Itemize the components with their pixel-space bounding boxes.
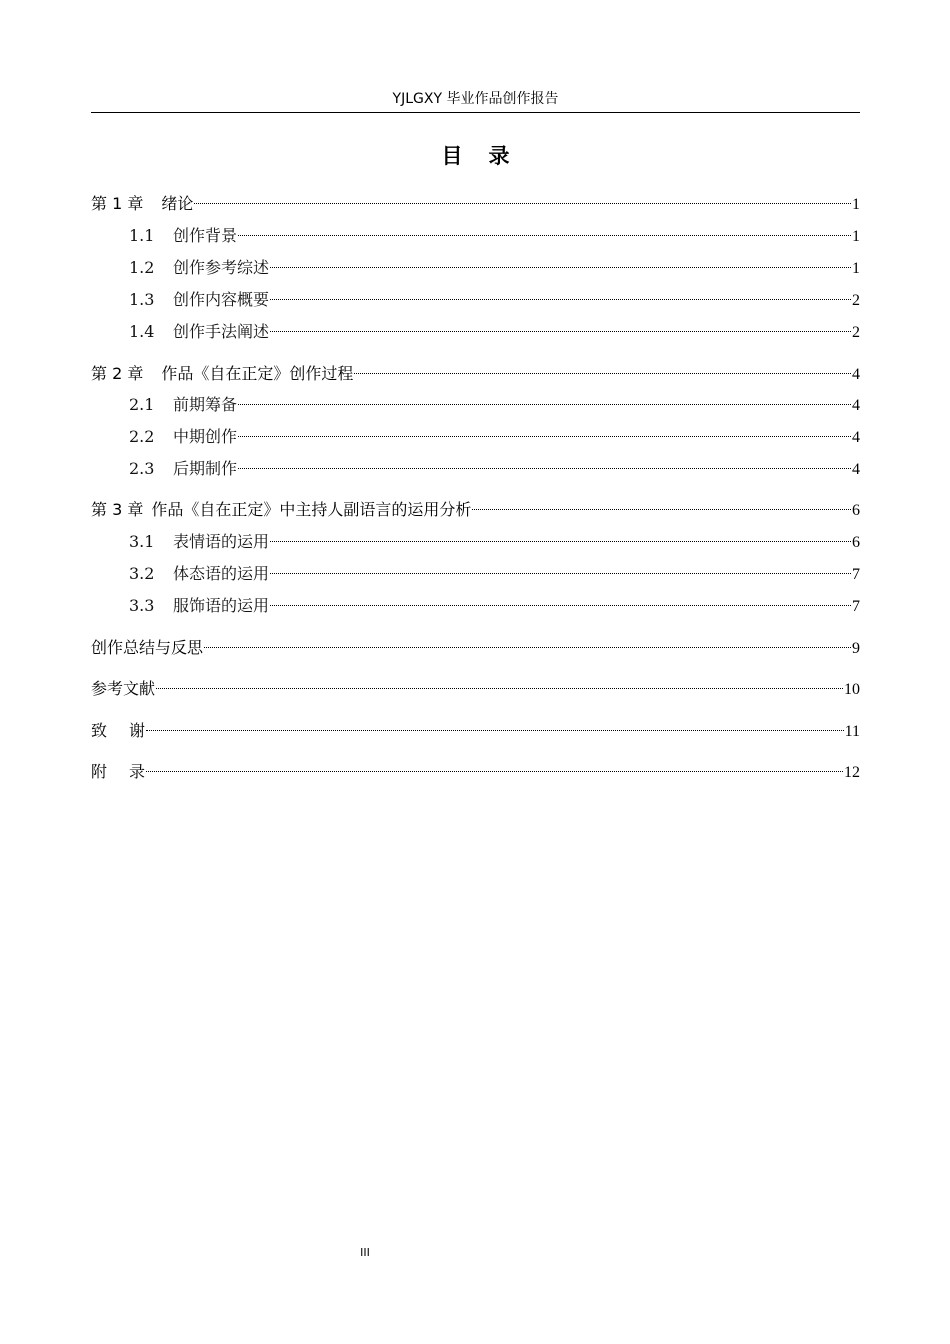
page-header-text: YJLGXY 毕业作品创作报告	[392, 91, 559, 107]
toc-section-1-2[interactable]	[129, 256, 860, 280]
toc-section-3-3[interactable]	[129, 594, 860, 618]
dot-leader	[270, 267, 851, 268]
dot-leader	[270, 573, 851, 574]
dot-leader	[204, 647, 851, 648]
title-char-2: 录	[488, 144, 510, 168]
toc-references[interactable]	[91, 677, 860, 701]
chapter-title: 作品《自在正定》创作过程	[161, 364, 354, 383]
toc-summary[interactable]	[91, 636, 860, 660]
section-number: 2.2	[129, 427, 155, 446]
page-number: 7	[852, 566, 860, 583]
entry-title-char-2: 谢	[129, 721, 146, 740]
section-number: 3.1	[129, 532, 155, 551]
dot-leader	[238, 468, 851, 469]
toc-section-2-2[interactable]	[129, 425, 860, 449]
section-title: 前期筹备	[173, 395, 238, 414]
page-number: 6	[852, 534, 860, 551]
dot-leader	[270, 331, 851, 332]
page-number: 4	[852, 366, 860, 383]
toc-section-2-3[interactable]	[129, 457, 860, 481]
page-number: 1	[852, 260, 860, 277]
section-title: 创作背景	[173, 226, 238, 245]
page-number: 1	[852, 228, 860, 245]
section-number: 3.3	[129, 596, 155, 615]
entry-title-char-2: 录	[129, 762, 146, 781]
toc-section-2-1[interactable]	[129, 393, 860, 417]
toc-chapter-1[interactable]	[91, 192, 860, 216]
page-number: 6	[852, 502, 860, 519]
toc-section-1-4[interactable]	[129, 320, 860, 344]
section-title: 创作参考综述	[173, 258, 270, 277]
dot-leader	[472, 509, 851, 510]
section-number: 1.1	[129, 226, 155, 245]
page-number: 4	[852, 429, 860, 446]
section-number: 1.3	[129, 290, 155, 309]
dot-leader	[146, 771, 843, 772]
entry-title: 创作总结与反思	[91, 638, 204, 657]
section-title: 表情语的运用	[173, 532, 270, 551]
page-number: 12	[844, 764, 860, 781]
chapter-number: 第 1 章	[91, 194, 144, 213]
dot-leader	[354, 373, 851, 374]
dot-leader	[238, 436, 851, 437]
section-title: 体态语的运用	[173, 564, 270, 583]
page-number: 2	[852, 324, 860, 341]
entry-title-char-1: 致	[91, 721, 108, 740]
page-number: 7	[852, 598, 860, 615]
section-number: 2.1	[129, 395, 155, 414]
toc-section-1-1[interactable]	[129, 224, 860, 248]
page-number: 11	[844, 723, 860, 740]
dot-leader	[270, 299, 851, 300]
page-title	[91, 140, 860, 170]
dot-leader	[270, 605, 851, 606]
section-number: 1.4	[129, 322, 155, 341]
chapter-title: 绪论	[161, 194, 194, 213]
page-number: 4	[852, 461, 860, 478]
page-number: 4	[852, 397, 860, 414]
section-title: 中期创作	[173, 427, 238, 446]
toc-appendix[interactable]	[91, 760, 860, 784]
footer-page-number: III	[360, 1246, 370, 1259]
entry-title: 参考文献	[91, 679, 156, 698]
page-number: 2	[852, 292, 860, 309]
toc-section-3-1[interactable]	[129, 530, 860, 554]
page-number: 10	[844, 681, 860, 698]
entry-title-char-1: 附	[91, 762, 108, 781]
chapter-number: 第 3 章	[91, 500, 144, 519]
toc-chapter-2[interactable]	[91, 362, 860, 386]
page-number: 1	[852, 196, 860, 213]
toc-acknowledgements[interactable]	[91, 719, 860, 743]
title-char-1: 目	[441, 144, 463, 168]
section-number: 2.3	[129, 459, 155, 478]
toc-chapter-3[interactable]	[91, 498, 860, 522]
dot-leader	[238, 404, 851, 405]
dot-leader	[156, 688, 843, 689]
chapter-title: 作品《自在正定》中主持人副语言的运用分析	[151, 500, 472, 519]
page-number: 9	[852, 640, 860, 657]
toc-section-1-3[interactable]	[129, 288, 860, 312]
dot-leader	[146, 730, 844, 731]
section-title: 创作内容概要	[173, 290, 270, 309]
toc-section-3-2[interactable]	[129, 562, 860, 586]
section-number: 3.2	[129, 564, 155, 583]
section-number: 1.2	[129, 258, 155, 277]
dot-leader	[270, 541, 851, 542]
page-footer	[355, 1246, 375, 1259]
section-title: 服饰语的运用	[173, 596, 270, 615]
section-title: 创作手法阐述	[173, 322, 270, 341]
page-header	[91, 88, 860, 113]
dot-leader	[238, 235, 851, 236]
section-title: 后期制作	[173, 459, 238, 478]
chapter-number: 第 2 章	[91, 364, 144, 383]
dot-leader	[194, 203, 851, 204]
